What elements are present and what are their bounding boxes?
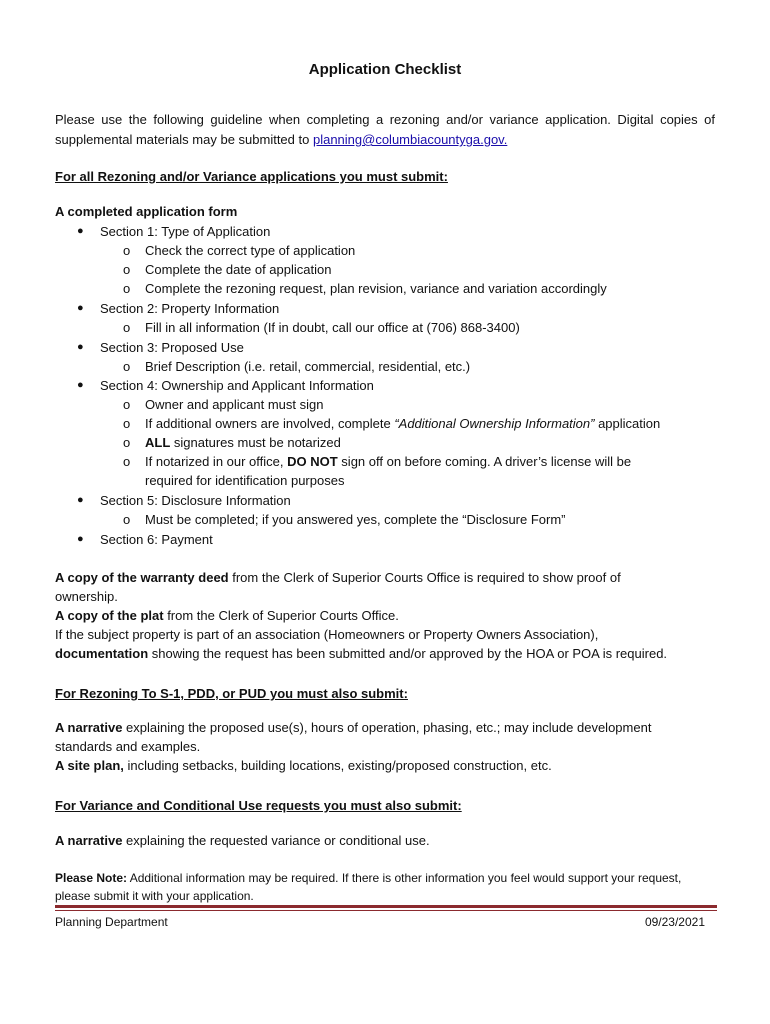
please-note — [55, 869, 715, 905]
list-item: Fill in all information (If in doubt, call our office at (706) 868-3400) — [145, 320, 520, 335]
section-2-label: Section 2: Property Information — [100, 301, 280, 316]
section-3-label: Section 3: Proposed Use — [100, 340, 244, 355]
list-item: Check the correct type of application — [145, 243, 356, 258]
list-item: Brief Description (i.e. retail, commercial, residential, etc.) — [145, 359, 471, 374]
association-line-1: If the subject property is part of an association (Homeowners or Property Owners Association), — [55, 627, 599, 642]
heading-variance: For Variance and Conditional Use requests you must also submit: — [55, 798, 462, 813]
circle-bullet-icon: o — [123, 512, 131, 527]
bold-text: Please Note: — [55, 871, 128, 885]
list-item: Complete the rezoning request, plan revision, variance and variation accordingly — [145, 281, 607, 296]
text-span: If notarized in our office, — [145, 454, 288, 469]
circle-bullet-icon: o — [123, 243, 131, 258]
section-4-label: Section 4: Ownership and Applicant Information — [100, 378, 374, 393]
text-span: including setbacks, building locations, existing/proposed construction, etc. — [123, 758, 552, 773]
bold-text: DO NOT — [287, 454, 338, 469]
list-item: Complete the date of application — [145, 262, 332, 277]
bullet-icon: ● — [77, 533, 84, 545]
rezoning-narrative-line-2: standards and examples. — [55, 739, 201, 754]
variance-narrative-line — [55, 831, 430, 850]
form-label: A completed application form — [55, 204, 238, 219]
text-span: If additional owners are involved, complete — [145, 416, 395, 431]
section-6-label: Section 6: Payment — [100, 532, 213, 547]
bold-text: ALL — [145, 435, 171, 450]
warranty-deed-line — [55, 568, 621, 587]
section-5-label: Section 5: Disclosure Information — [100, 493, 291, 508]
text-span: Additional information may be required. If there is other information you feel would support your request, please submit it with your application. — [55, 871, 682, 903]
site-plan-line — [55, 756, 552, 775]
bold-text: A copy of the warranty deed — [55, 570, 229, 585]
bold-text: A site plan, — [55, 758, 124, 773]
heading-all-applications: For all Rezoning and/or Variance applications you must submit: — [55, 169, 448, 184]
text-span: sign off on before coming. A driver’s license will be — [337, 454, 632, 469]
intro-text: Please use the following guideline when completing a rezoning and/or variance application. Digital copies of supplemental materials may be submitted to — [55, 112, 715, 147]
footer-date: 09/23/2021 — [644, 915, 705, 929]
list-item — [145, 414, 660, 433]
circle-bullet-icon: o — [123, 359, 131, 374]
circle-bullet-icon: o — [123, 262, 131, 277]
circle-bullet-icon: o — [123, 454, 131, 469]
plat-line — [55, 606, 399, 625]
rezoning-narrative-line — [55, 718, 651, 737]
list-item-continuation: required for identification purposes — [145, 473, 345, 488]
heading-rezoning: For Rezoning To S-1, PDD, or PUD you must also submit: — [55, 686, 408, 701]
bullet-icon: ● — [77, 494, 84, 506]
footer-divider-thick — [55, 905, 717, 908]
text-span: explaining the proposed use(s), hours of operation, phasing, etc.; may include development — [122, 720, 652, 735]
text-span: showing the request has been submitted and/or approved by the HOA or POA is required. — [148, 646, 668, 661]
list-item — [145, 452, 631, 471]
section-1-label: Section 1: Type of Application — [100, 224, 271, 239]
circle-bullet-icon: o — [123, 281, 131, 296]
bullet-icon: ● — [77, 379, 84, 391]
footer-divider-thin — [55, 910, 717, 911]
italic-text: “Additional Ownership Information” — [394, 416, 595, 431]
warranty-deed-line-2: ownership. — [55, 589, 118, 604]
text-span: application — [594, 416, 661, 431]
bullet-icon: ● — [77, 341, 84, 353]
circle-bullet-icon: o — [123, 320, 131, 335]
intro-paragraph — [55, 110, 715, 150]
bold-text: A copy of the plat — [55, 608, 164, 623]
text-span: signatures must be notarized — [170, 435, 341, 450]
text-span: explaining the requested variance or conditional use. — [122, 833, 430, 848]
list-item: Must be completed; if you answered yes, complete the “Disclosure Form” — [145, 512, 566, 527]
bold-text: documentation — [55, 646, 149, 661]
bold-text: A narrative — [55, 833, 123, 848]
bold-text: A narrative — [55, 720, 123, 735]
circle-bullet-icon: o — [123, 435, 131, 450]
circle-bullet-icon: o — [123, 397, 131, 412]
bullet-icon: ● — [77, 225, 84, 237]
list-item: Owner and applicant must sign — [145, 397, 324, 412]
list-item — [145, 433, 341, 452]
email-link[interactable]: planning@columbiacountyga.gov. — [312, 132, 508, 147]
circle-bullet-icon: o — [123, 416, 131, 431]
association-line-2 — [55, 644, 667, 663]
bullet-icon: ● — [77, 302, 84, 314]
text-span: from the Clerk of Superior Courts Office is required to show proof of — [228, 570, 621, 585]
page-title: Application Checklist — [308, 61, 462, 78]
footer-department: Planning Department — [55, 915, 168, 929]
text-span: from the Clerk of Superior Courts Office. — [163, 608, 399, 623]
